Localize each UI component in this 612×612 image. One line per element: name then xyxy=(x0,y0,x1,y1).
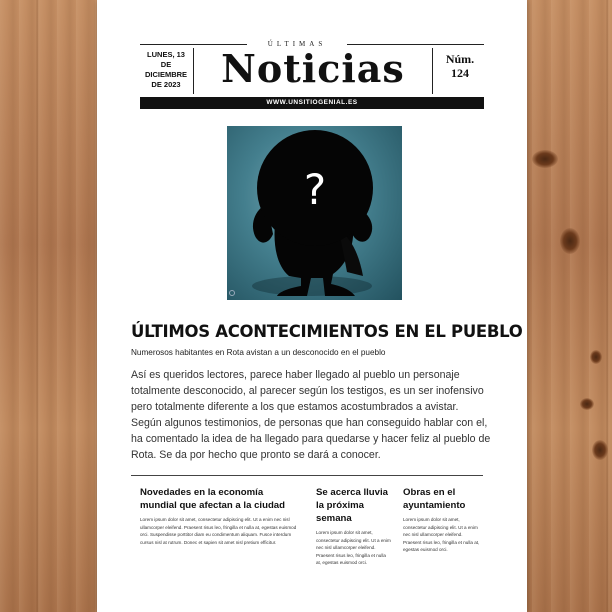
wood-knot xyxy=(590,350,602,364)
masthead-kicker: ÚLTIMAS xyxy=(247,38,347,50)
column-body: Lorem ipsum dolor sit amet, consectetur adipiscing elit. Ut a enim nec nisl ullamcorper eleifend. Praesent risus leo, fringilla et nulla at, egestas euismod orci. xyxy=(316,530,391,565)
wood-knot xyxy=(532,150,558,168)
masthead-divider-right xyxy=(432,48,433,94)
news-column xyxy=(316,486,392,567)
column-body: Lorem ipsum dolor sit amet, consectetur adipiscing elit. Ut a enim nec nisl ullamcorper eleifend. Praesent risus leo, fringilla et nulla at, egestas euismod orci. xyxy=(403,517,480,552)
article-headline: ÚLTIMOS ACONTECIMIENTOS EN EL PUEBLO xyxy=(131,322,523,341)
article-paragraph: Así es queridos lectores, parece haber llegado al pueblo un personaje totalmente desconocido, al parecer según los testigos, es un ser inofensivo pero totalmente diferente a los que estamos acostumbrados a avistar. xyxy=(131,369,484,413)
wood-knot xyxy=(592,440,608,460)
news-column xyxy=(403,486,481,554)
newspaper-title: Noticias xyxy=(221,46,405,91)
newspaper-page xyxy=(97,0,527,612)
masthead-divider-left xyxy=(193,48,194,94)
column-body: Lorem ipsum dolor sit amet, consectetur adipiscing elit. Ut a enim nec nisl ullamcorper eleifend. Praesent risus leo, fringilla et nulla at, egestas euismod orci. Suspendisse porttitor diam eu condimentum aliquam. Fusce interdum cursus nisl at rutrum. Donec et sapien sit amet nisl pretium efficitur. xyxy=(140,517,297,545)
column-title: Se acerca lluvia la próxima semana xyxy=(316,487,389,524)
wood-knot xyxy=(560,228,580,254)
article-body xyxy=(131,367,493,463)
question-mark-icon: ? xyxy=(303,165,327,214)
wood-knot xyxy=(580,398,594,410)
news-column xyxy=(140,486,302,546)
article-subheadline: Numerosos habitantes en Rota avistan a un desconocido en el pueblo xyxy=(131,348,386,357)
small-corner-mark xyxy=(229,290,235,296)
issue-number: Núm. 124 xyxy=(445,52,475,80)
section-divider xyxy=(131,475,483,476)
column-title: Novedades en la economía mundial que afectan a la ciudad xyxy=(140,487,286,511)
masthead-date: LUNES, 13 DE DICIEMBRE DE 2023 xyxy=(144,50,188,89)
website-bar: WWW.UNSITIOGENIAL.ES xyxy=(140,97,484,109)
column-title: Obras en el ayuntamiento xyxy=(403,487,466,511)
article-paragraph: Según algunos testimonios, de personas que han conseguido hablar con el, ha comentado la idea de ha llegado para quedarse y hacer feliz al pueblo de Rota. Se da por hecho que pronto se dará a conocer. xyxy=(131,417,491,461)
mystery-character-photo xyxy=(227,126,402,300)
